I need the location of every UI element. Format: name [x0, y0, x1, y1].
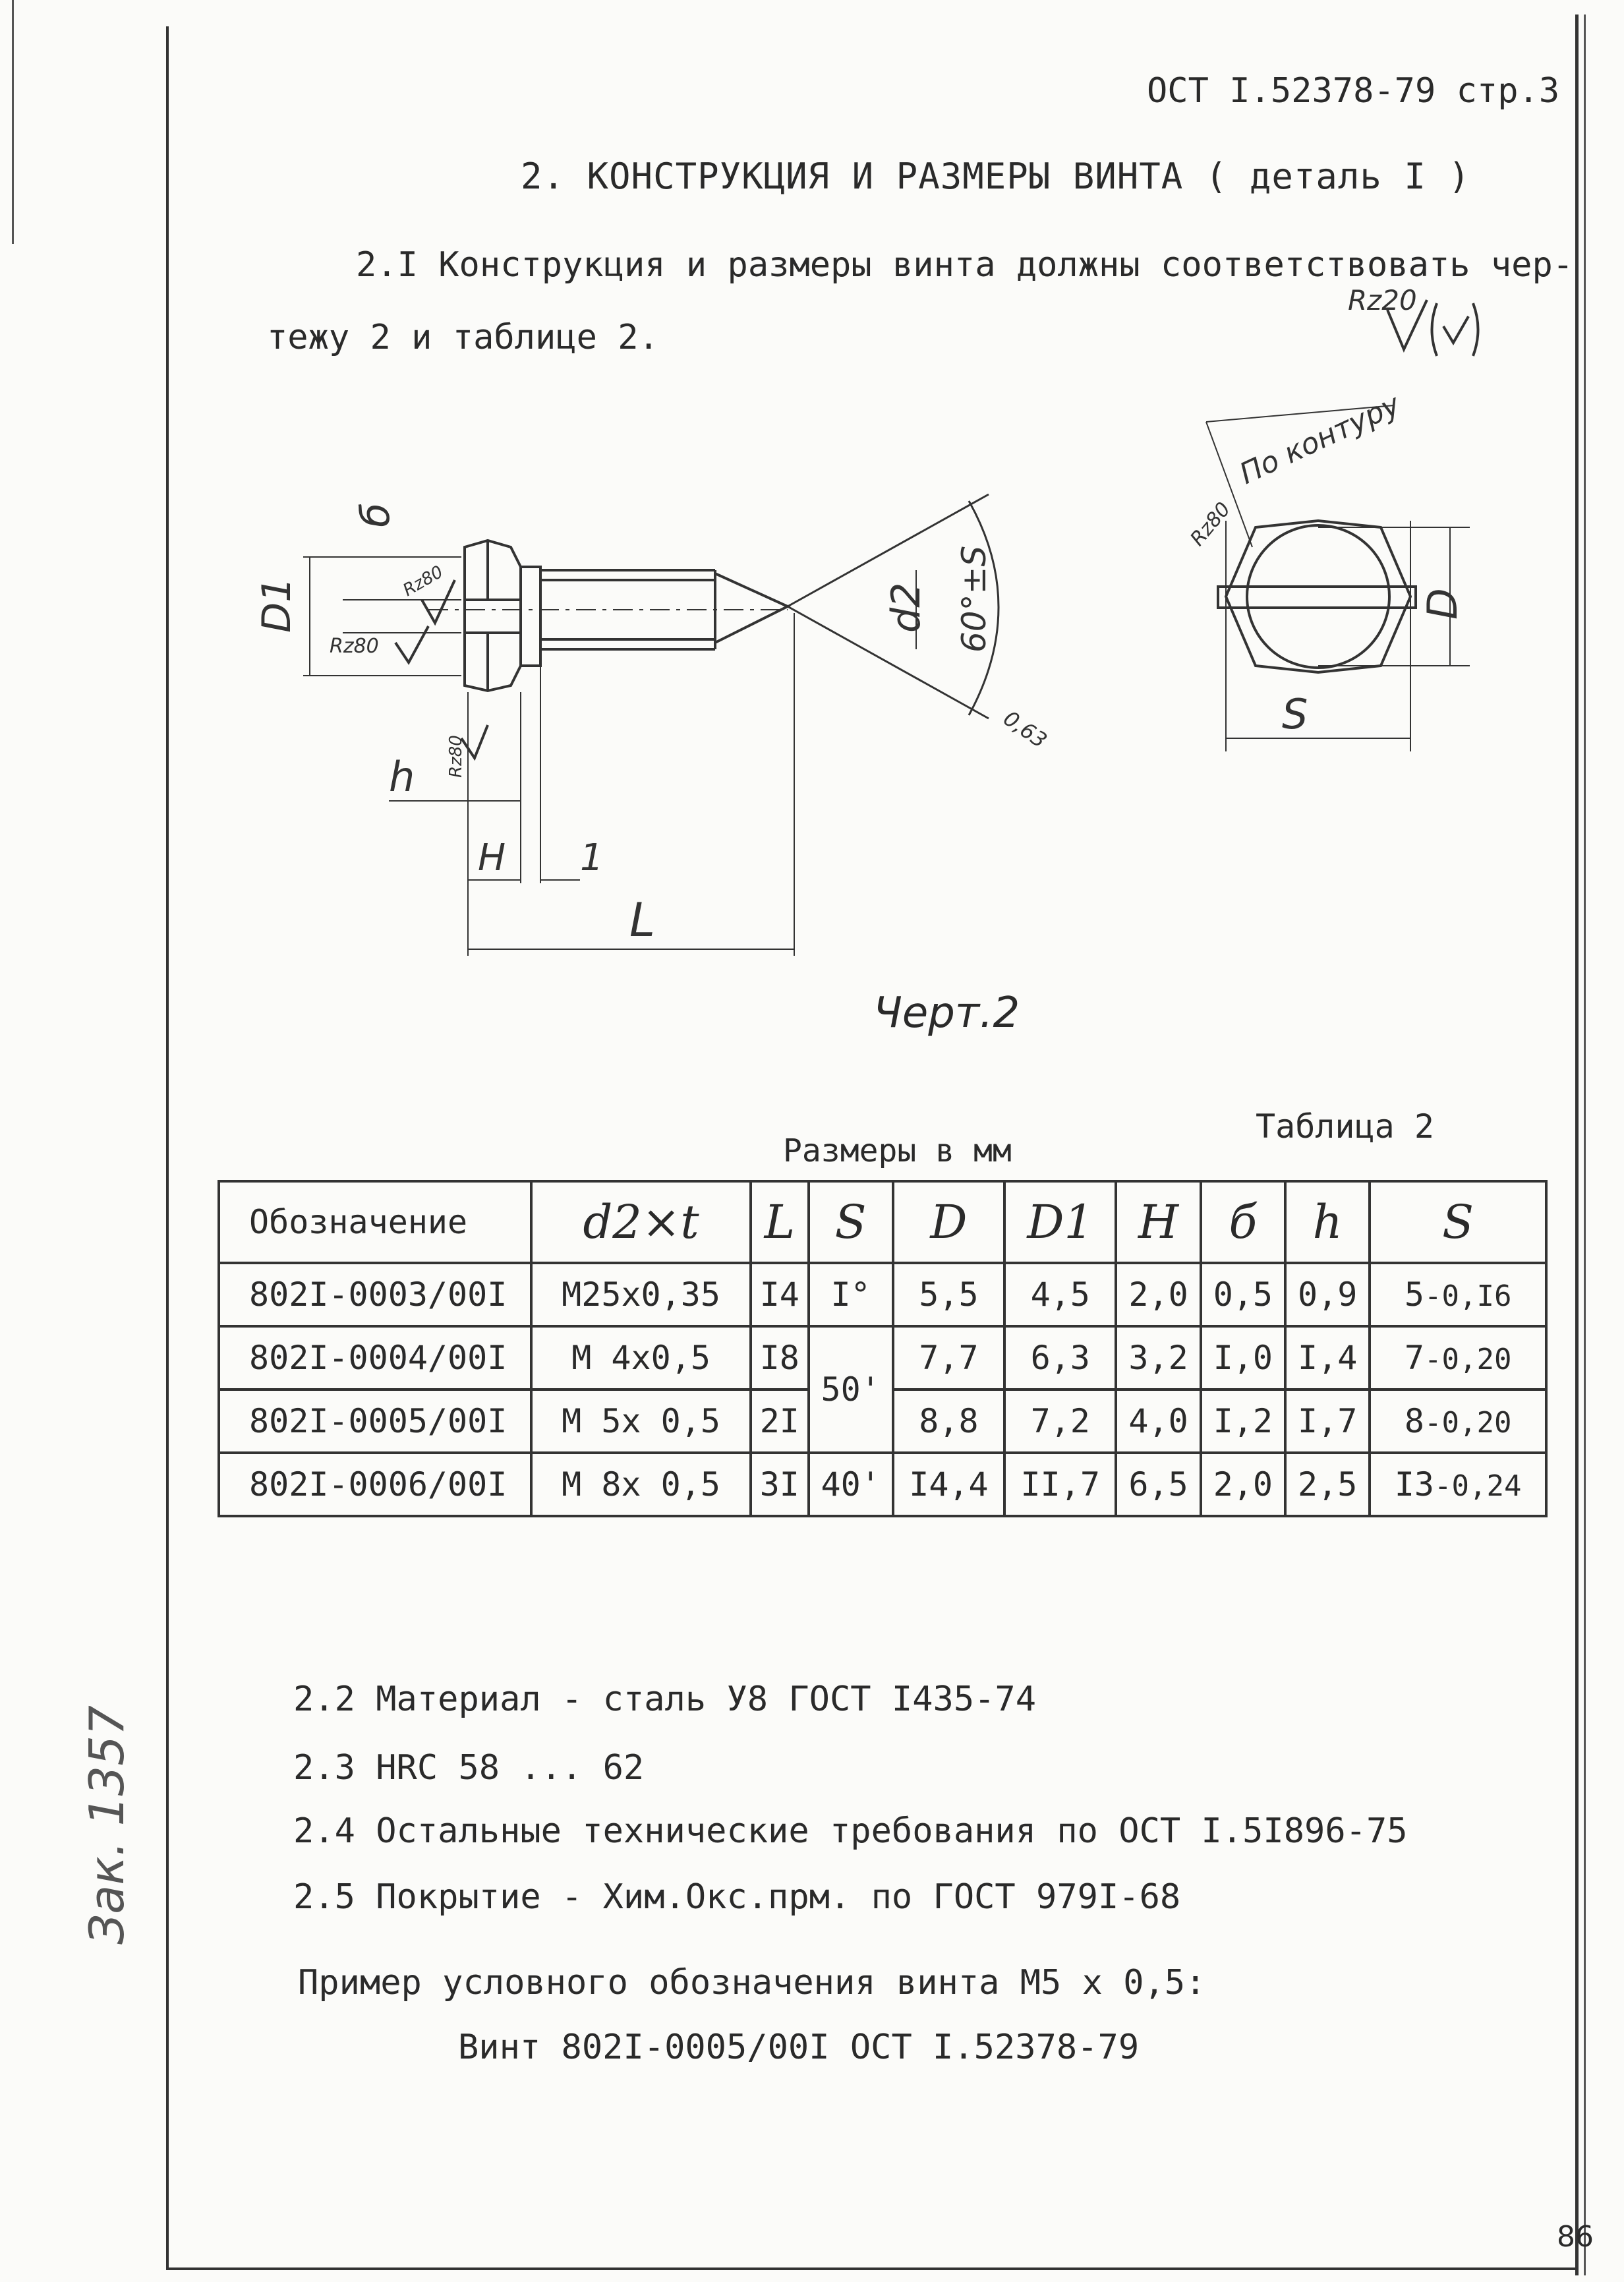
- table-row: [219, 1263, 1546, 1326]
- cell-d2t: M 8x 0,5: [531, 1453, 751, 1516]
- cell-h: 2,5: [1285, 1453, 1370, 1516]
- cell-h: I,7: [1285, 1390, 1370, 1453]
- dim-h: h: [389, 753, 415, 801]
- cell-S-value: 5: [1404, 1275, 1424, 1314]
- dimensions-table: [218, 1180, 1548, 1517]
- cell-D: I4,4: [893, 1453, 1004, 1516]
- header-S-angle: S: [809, 1181, 893, 1263]
- cell-b: 0,5: [1201, 1263, 1285, 1326]
- cell-D: 7,7: [893, 1326, 1004, 1390]
- cell-S-value: 8: [1404, 1402, 1424, 1440]
- label-po-konturu: По контуру: [1234, 388, 1406, 491]
- cell-L: I8: [751, 1326, 808, 1390]
- cell-D1: 4,5: [1004, 1263, 1116, 1326]
- cell-b: I,0: [1201, 1326, 1285, 1390]
- note-2-3: 2.3 HRC 58 ... 62: [293, 1748, 645, 1788]
- cell-b: 2,0: [1201, 1453, 1285, 1516]
- cell-H: 4,0: [1116, 1390, 1200, 1453]
- dim-D: D: [1418, 588, 1466, 620]
- cell-H: 6,5: [1116, 1453, 1200, 1516]
- dim-one: 1: [580, 836, 604, 879]
- cell-d2t: M 5x 0,5: [531, 1390, 751, 1453]
- dim-d2: d2: [883, 582, 929, 633]
- header-H: H: [1116, 1181, 1200, 1263]
- dim-S: S: [1282, 690, 1308, 738]
- roughness-label: Rz20: [1348, 284, 1417, 316]
- cell-D: 8,8: [893, 1390, 1004, 1453]
- technical-drawing-screw: [0, 0, 1624, 1121]
- header-L: L: [751, 1181, 808, 1263]
- cell-S-value: 7: [1404, 1339, 1424, 1377]
- cell-angle: 50': [809, 1326, 893, 1453]
- roughness-rz80-c: Rz80: [446, 735, 466, 778]
- header-D1: D1: [1004, 1181, 1116, 1263]
- page-number: 86: [1557, 2220, 1594, 2254]
- header-D: D: [893, 1181, 1004, 1263]
- cell-d2t: M 4x0,5: [531, 1326, 751, 1390]
- cell-designation: 802I-0005/00I: [219, 1390, 531, 1453]
- cell-h: 0,9: [1285, 1263, 1370, 1326]
- figure-caption: Черт.2: [873, 989, 1020, 1038]
- document-header: ОСТ I.52378-79 стр.3: [1147, 71, 1560, 111]
- cell-d2t: M25x0,35: [531, 1263, 751, 1326]
- cell-S-tolerance: -0,24: [1434, 1469, 1522, 1503]
- table-header-row: [219, 1181, 1546, 1263]
- cell-designation: 802I-0006/00I: [219, 1453, 531, 1516]
- cell-designation: 802I-0003/00I: [219, 1263, 531, 1326]
- cell-H: 3,2: [1116, 1326, 1200, 1390]
- header-b: б: [1201, 1181, 1285, 1263]
- units-label: Размеры в мм: [783, 1132, 1012, 1169]
- cell-S: [1370, 1326, 1546, 1390]
- dim-b: б: [353, 502, 399, 527]
- note-2-4: 2.4 Остальные технические требования по ОСТ I.5I896-75: [293, 1811, 1408, 1851]
- roughness-063: 0,63: [999, 705, 1052, 753]
- cell-S-tolerance: -0,20: [1424, 1343, 1512, 1376]
- cell-designation: 802I-0004/00I: [219, 1326, 531, 1390]
- cell-D1: 6,3: [1004, 1326, 1116, 1390]
- margin-handwritten-note: Зак. 1357: [79, 1705, 134, 1945]
- cell-L: 2I: [751, 1390, 808, 1453]
- cell-S: [1370, 1453, 1546, 1516]
- roughness-rz80-a: Rz80: [399, 562, 447, 601]
- dim-angle: 60°±S: [955, 545, 993, 653]
- dim-D1: D1: [254, 577, 300, 633]
- header-S: S: [1370, 1181, 1546, 1263]
- section-title: 2. КОНСТРУКЦИЯ И РАЗМЕРЫ ВИНТА ( деталь I ): [521, 156, 1470, 197]
- header-designation: Обозначение: [219, 1181, 531, 1263]
- paragraph-line-2: тежу 2 и таблице 2.: [267, 318, 659, 357]
- cell-h: I,4: [1285, 1326, 1370, 1390]
- frame-bottom-border: [166, 2267, 1579, 2270]
- header-h: h: [1285, 1181, 1370, 1263]
- table-row: [219, 1453, 1546, 1516]
- cell-angle: 40': [809, 1453, 893, 1516]
- dim-L: L: [629, 893, 655, 947]
- roughness-rz80-b: Rz80: [330, 635, 379, 658]
- cell-S: [1370, 1263, 1546, 1326]
- cell-H: 2,0: [1116, 1263, 1200, 1326]
- cell-L: 3I: [751, 1453, 808, 1516]
- cell-angle: I°: [809, 1263, 893, 1326]
- cell-L: I4: [751, 1263, 808, 1326]
- example-title: Пример условного обозначения винта М5 х 0,5:: [298, 1963, 1206, 2003]
- cell-S-value: I3: [1394, 1465, 1435, 1504]
- paragraph-line-1: 2.I Конструкция и размеры винта должны соответствовать чер-: [356, 245, 1574, 285]
- cell-D1: 7,2: [1004, 1390, 1116, 1453]
- note-2-5: 2.5 Покрытие - Хим.Окс.прм. по ГОСТ 979I-68: [293, 1877, 1181, 1917]
- note-2-2: 2.2 Материал - сталь У8 ГОСТ I435-74: [293, 1680, 1037, 1719]
- cell-S-tolerance: -0,20: [1424, 1406, 1512, 1440]
- cell-D1: II,7: [1004, 1453, 1116, 1516]
- cell-S: [1370, 1390, 1546, 1453]
- cell-b: I,2: [1201, 1390, 1285, 1453]
- roughness-rz80-right: Rz80: [1186, 498, 1236, 551]
- table-label: Таблица 2: [1256, 1107, 1434, 1146]
- dim-H: H: [478, 836, 506, 879]
- example-value: Винт 802I-0005/00I ОСТ I.52378-79: [458, 2028, 1140, 2067]
- cell-S-tolerance: -0,I6: [1424, 1279, 1512, 1313]
- table-row: [219, 1326, 1546, 1390]
- header-d2t: d2×t: [531, 1181, 751, 1263]
- cell-D: 5,5: [893, 1263, 1004, 1326]
